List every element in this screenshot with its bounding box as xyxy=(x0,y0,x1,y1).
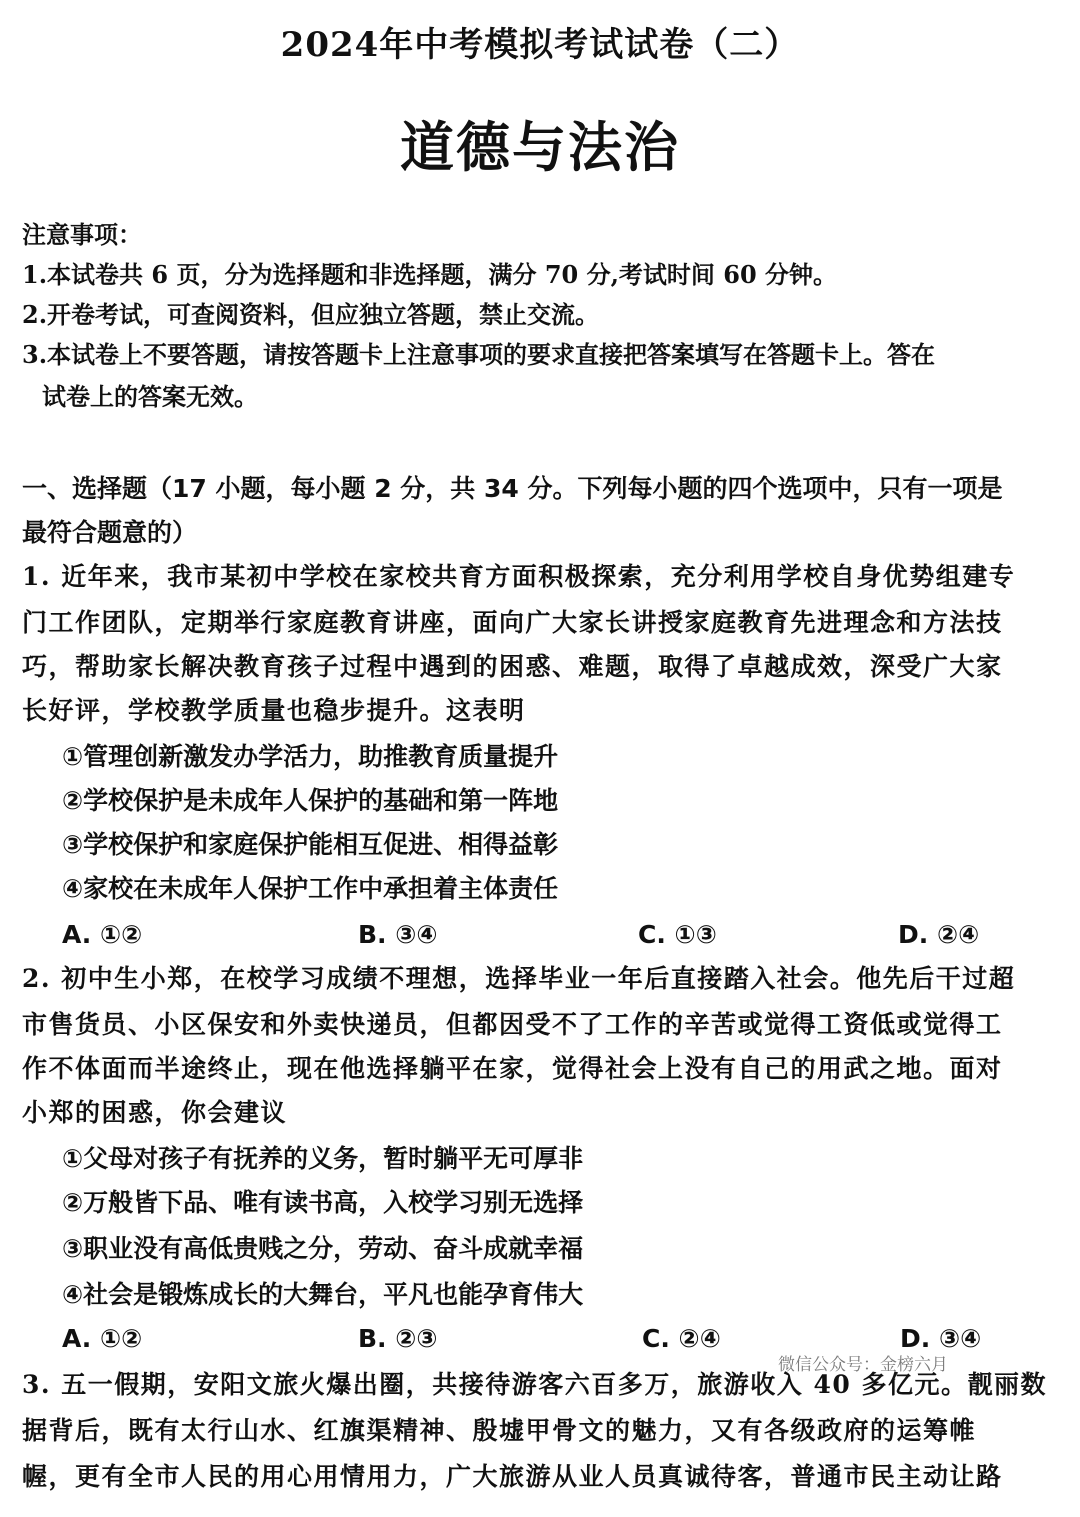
question-stem-line: 门工作团队，定期举行家庭教育讲座，面向广大家长讲授家庭教育先进理念和方法技 xyxy=(22,608,1003,637)
notice-heading: 注意事项： xyxy=(22,220,142,249)
watermark: 微信公众号：金榜六月 xyxy=(778,1355,948,1375)
question-stem-line: 小郑的困惑，你会建议 xyxy=(22,1098,288,1127)
question-stem-line: 市售货员、小区保安和外卖快递员，但都因受不了工作的辛苦或觉得工资低或觉得工 xyxy=(22,1010,1003,1039)
statement: ③学校保护和家庭保护能相互促进、相得益彰 xyxy=(62,830,559,859)
notice-item: 2.开卷考试，可查阅资料，但应独立答题，禁止交流。 xyxy=(22,300,600,329)
question-stem-line: 2. 初中生小郑，在校学习成绩不理想，选择毕业一年后直接踏入社会。他先后干过超 xyxy=(22,964,1016,993)
statement: ③职业没有高低贵贱之分，劳动、奋斗成就幸福 xyxy=(62,1234,584,1263)
section-heading: 一、选择题（17 小题，每小题 2 分，共 34 分。下列每小题的四个选项中，只有一项是 xyxy=(22,474,1003,503)
section-heading: 最符合题意的） xyxy=(22,518,198,547)
statement: ④社会是锻炼成长的大舞台，平凡也能孕育伟大 xyxy=(62,1280,584,1309)
choice-c: C. ②④ xyxy=(642,1324,721,1353)
statement: ①管理创新激发办学活力，助推教育质量提升 xyxy=(62,742,559,771)
statement: ②万般皆下品、唯有读书高，入校学习别无选择 xyxy=(62,1188,584,1217)
question-stem-line: 1. 近年来，我市某初中学校在家校共育方面积极探索，充分利用学校自身优势组建专 xyxy=(22,562,1016,591)
notice-item: 1.本试卷共 6 页，分为选择题和非选择题，满分 70 分,考试时间 60 分钟。 xyxy=(22,260,838,289)
question-stem-line: 幄，更有全市人民的用心用情用力，广大旅游从业人员真诚待客，普通市民主动让路 xyxy=(22,1462,1003,1491)
choice-d: D. ③④ xyxy=(900,1324,982,1353)
question-stem-line: 巧，帮助家长解决教育孩子过程中遇到的困惑、难题，取得了卓越成效，深受广大家 xyxy=(22,652,1003,681)
choice-d: D. ②④ xyxy=(898,920,980,949)
statement: ④家校在未成年人保护工作中承担着主体责任 xyxy=(62,874,559,903)
subject-title: 道德与法治 xyxy=(400,115,680,179)
question-stem-line: 据背后，既有太行山水、红旗渠精神、殷墟甲骨文的魅力，又有各级政府的运筹帷 xyxy=(22,1416,977,1445)
choice-b: B. ②③ xyxy=(358,1324,438,1353)
choice-b: B. ③④ xyxy=(358,920,438,949)
choice-a: A. ①② xyxy=(62,920,143,949)
question-stem-line: 长好评，学校教学质量也稳步提升。这表明 xyxy=(22,696,526,725)
notice-item: 试卷上的答案无效。 xyxy=(42,382,258,411)
choice-a: A. ①② xyxy=(62,1324,143,1353)
question-stem-line: 3. 五一假期，安阳文旅火爆出圈，共接待游客六百多万，旅游收入 40 多亿元。靓丽数 xyxy=(22,1370,1048,1399)
question-stem-line: 作不体面而半途终止，现在他选择躺平在家，觉得社会上没有自己的用武之地。面对 xyxy=(22,1054,1003,1083)
exam-title: 2024年中考模拟考试试卷（二） xyxy=(280,25,800,65)
notice-item: 3.本试卷上不要答题，请按答题卡上注意事项的要求直接把答案填写在答题卡上。答在 xyxy=(22,340,936,369)
choice-c: C. ①③ xyxy=(638,920,717,949)
statement: ①父母对孩子有抚养的义务，暂时躺平无可厚非 xyxy=(62,1144,584,1173)
statement: ②学校保护是未成年人保护的基础和第一阵地 xyxy=(62,786,559,815)
